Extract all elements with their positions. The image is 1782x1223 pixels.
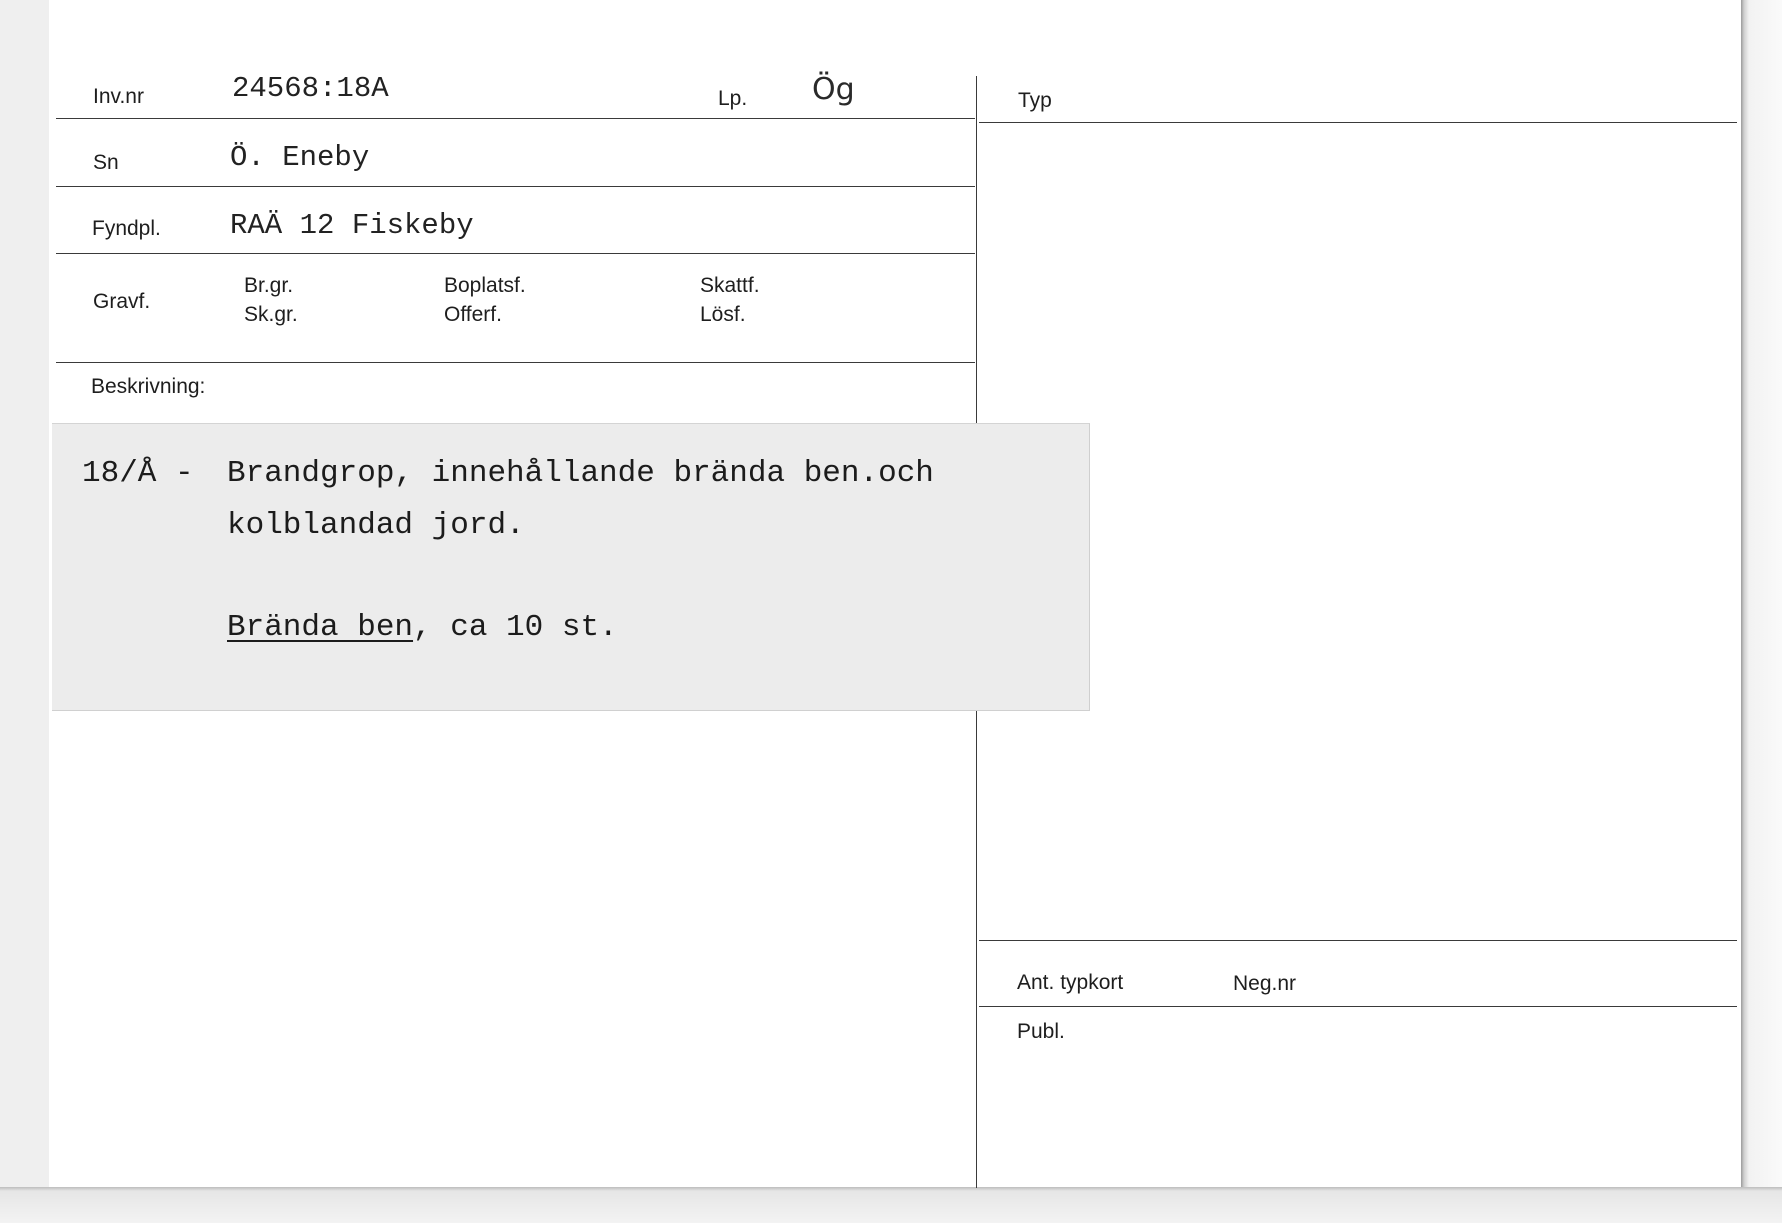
- beskrivning-label: Beskrivning:: [91, 375, 206, 398]
- neg-nr-label: Neg.nr: [1233, 972, 1297, 995]
- gravf-option-brgr: Br.gr.: [244, 274, 294, 297]
- slip-find-line: [227, 612, 618, 643]
- fyndpl-value: RAÄ 12 Fiskeby: [230, 209, 474, 242]
- rule-sn: [56, 186, 975, 187]
- publ-label: Publ.: [1017, 1020, 1065, 1043]
- card-edge-right: [1741, 0, 1782, 1223]
- gravf-option-boplatsf: Boplatsf.: [444, 274, 526, 297]
- slip-description-line-1: Brandgrop, innehållande brända ben.och: [227, 456, 934, 491]
- slip-find-name: Brända ben: [227, 610, 414, 645]
- gravf-option-losf: Lösf.: [700, 303, 746, 326]
- gravf-option-skgr: Sk.gr.: [244, 303, 298, 326]
- sn-value: Ö. Eneby: [230, 141, 370, 174]
- fyndpl-label: Fyndpl.: [92, 217, 161, 240]
- rule-gravf: [56, 362, 975, 363]
- gravf-option-skattf: Skattf.: [700, 274, 760, 297]
- rule-typ: [979, 122, 1737, 123]
- ant-typkort-label: Ant. typkort: [1017, 971, 1124, 994]
- inv-label: Inv.nr: [93, 85, 144, 108]
- rule-ant-top: [979, 940, 1737, 941]
- rule-ant-bottom: [979, 1006, 1737, 1007]
- rule-fyndpl: [56, 253, 975, 254]
- gravf-label: Gravf.: [93, 290, 151, 313]
- inv-value: 24568:18A: [232, 72, 389, 105]
- slip-description-line-2: kolblandad jord.: [227, 508, 525, 543]
- slip-find-quantity: , ca 10 st.: [413, 610, 618, 645]
- gravf-option-offerf: Offerf.: [444, 303, 502, 326]
- rule-inv: [56, 118, 975, 119]
- lp-value: Ög: [812, 72, 855, 107]
- typ-label: Typ: [1018, 89, 1052, 112]
- lp-label: Lp.: [718, 87, 748, 110]
- sn-label: Sn: [93, 151, 119, 174]
- slip-prefix: 18/Å -: [82, 456, 194, 491]
- card-edge-bottom: [0, 1187, 1782, 1223]
